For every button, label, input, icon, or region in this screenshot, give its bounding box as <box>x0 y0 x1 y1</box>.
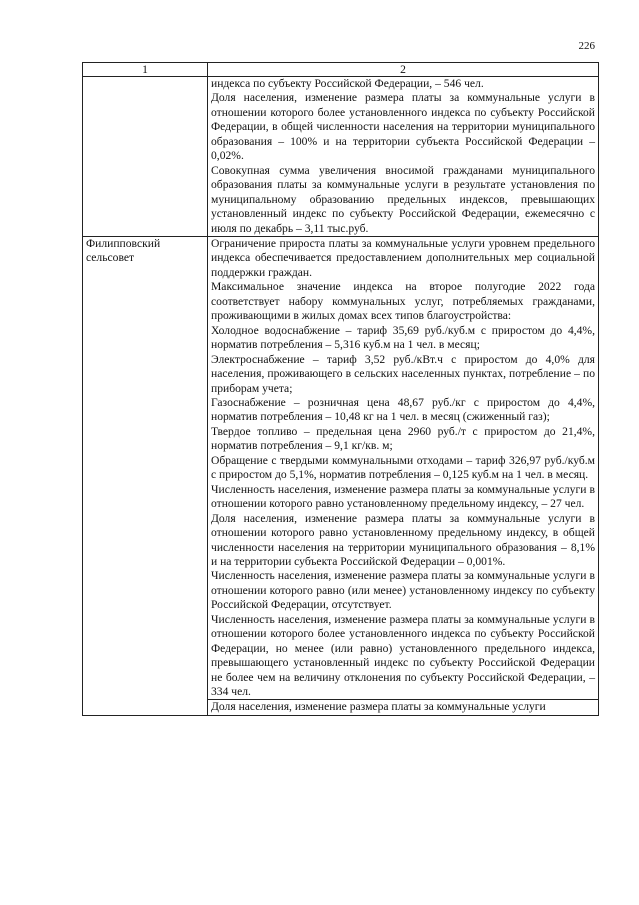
paragraph: Обращение с твердыми коммунальными отходами – тариф 326,97 руб./куб.м с приростом до 5,1%, норматив потребления – 0,125 куб.м на 1 чел. в месяц. <box>211 453 595 482</box>
column-header-2: 2 <box>208 63 599 77</box>
table-row <box>83 77 599 237</box>
paragraph: Численность населения, изменение размера платы за коммунальные услуги в отношении которого равно установленному предельному индексу, – 27 чел. <box>211 482 595 511</box>
paragraph: Твердое топливо – предельная цена 2960 руб./т с приростом до 21,4%, норматив потребления – 9,1 кг/кв. м; <box>211 424 595 453</box>
paragraph: Газоснабжение – розничная цена 48,67 руб./кг с приростом до 4,4%, норматив потребления – 10,48 кг на 1 чел. в месяц (сжиженный газ); <box>211 395 595 424</box>
page-number: 226 <box>578 40 595 52</box>
paragraph: Доля населения, изменение размера платы за коммунальные услуги в отношении которого равно установленному предельному индексу, в общей численности населения на территории муниципального образования – 8,1% и на территории субъекта Российской Федерации – 0,001%. <box>211 511 595 568</box>
row-content <box>208 77 599 237</box>
row-label: Филипповский сельсовет <box>83 236 208 715</box>
table-header-row <box>83 63 599 77</box>
row-content <box>208 236 599 715</box>
paragraph: Численность населения, изменение размера платы за коммунальные услуги в отношении которого более установленного индекса по субъекту Российской Федерации, но менее (или равно) установленного предельного индекса, превышающего установленный индекс по субъекту Российской Федерации не более чем на величину отклонения по субъекту Российской Федерации, – 334 чел. <box>211 612 595 699</box>
document-table <box>82 62 599 716</box>
row-label <box>83 77 208 237</box>
paragraph: Доля населения, изменение размера платы за коммунальные услуги <box>208 699 598 714</box>
table-row <box>83 236 599 715</box>
paragraph: индекса по субъекту Российской Федерации, – 546 чел. <box>211 77 484 90</box>
paragraph: Максимальное значение индекса на второе полугодие 2022 года соответствует набору коммунальных услуг, потребляемых гражданами, проживающими в жилых домах всех типов благоустройства: <box>211 280 595 323</box>
paragraph: Численность населения, изменение размера платы за коммунальные услуги в отношении которого равно (или менее) установленному индексу по субъекту Российской Федерации, отсутствует. <box>211 569 595 612</box>
paragraph: Ограничение прироста платы за коммунальные услуги уровнем предельного индекса обеспечивается предоставлением дополнительных мер социальной поддержки граждан. <box>211 236 595 279</box>
paragraph: Доля населения, изменение размера платы за коммунальные услуги в отношении которого более установленного индекса по субъекту Российской Федерации, в общей численности населения на территории муниципального образования – 100% и на территории субъекта Российской Федерации – 0,02%. <box>211 91 595 163</box>
paragraph: Совокупная сумма увеличения вносимой гражданами муниципального образования платы за коммунальные услуги в результате установления по муниципальному образованию предельных индексов, превышающих установленный индекс по субъекту Российской Федерации, ежемесячно с июля по декабрь – 3,11 тыс.руб. <box>211 163 595 235</box>
column-header-1: 1 <box>83 63 208 77</box>
paragraph: Холодное водоснабжение – тариф 35,69 руб./куб.м с приростом до 4,4%, норматив потребления – 5,316 куб.м на 1 чел. в месяц; <box>211 323 595 352</box>
paragraph: Электроснабжение – тариф 3,52 руб./кВт.ч с приростом до 4,0% для населения, проживающего в сельских населенных пунктах, потребление – по приборам учета; <box>211 352 595 395</box>
